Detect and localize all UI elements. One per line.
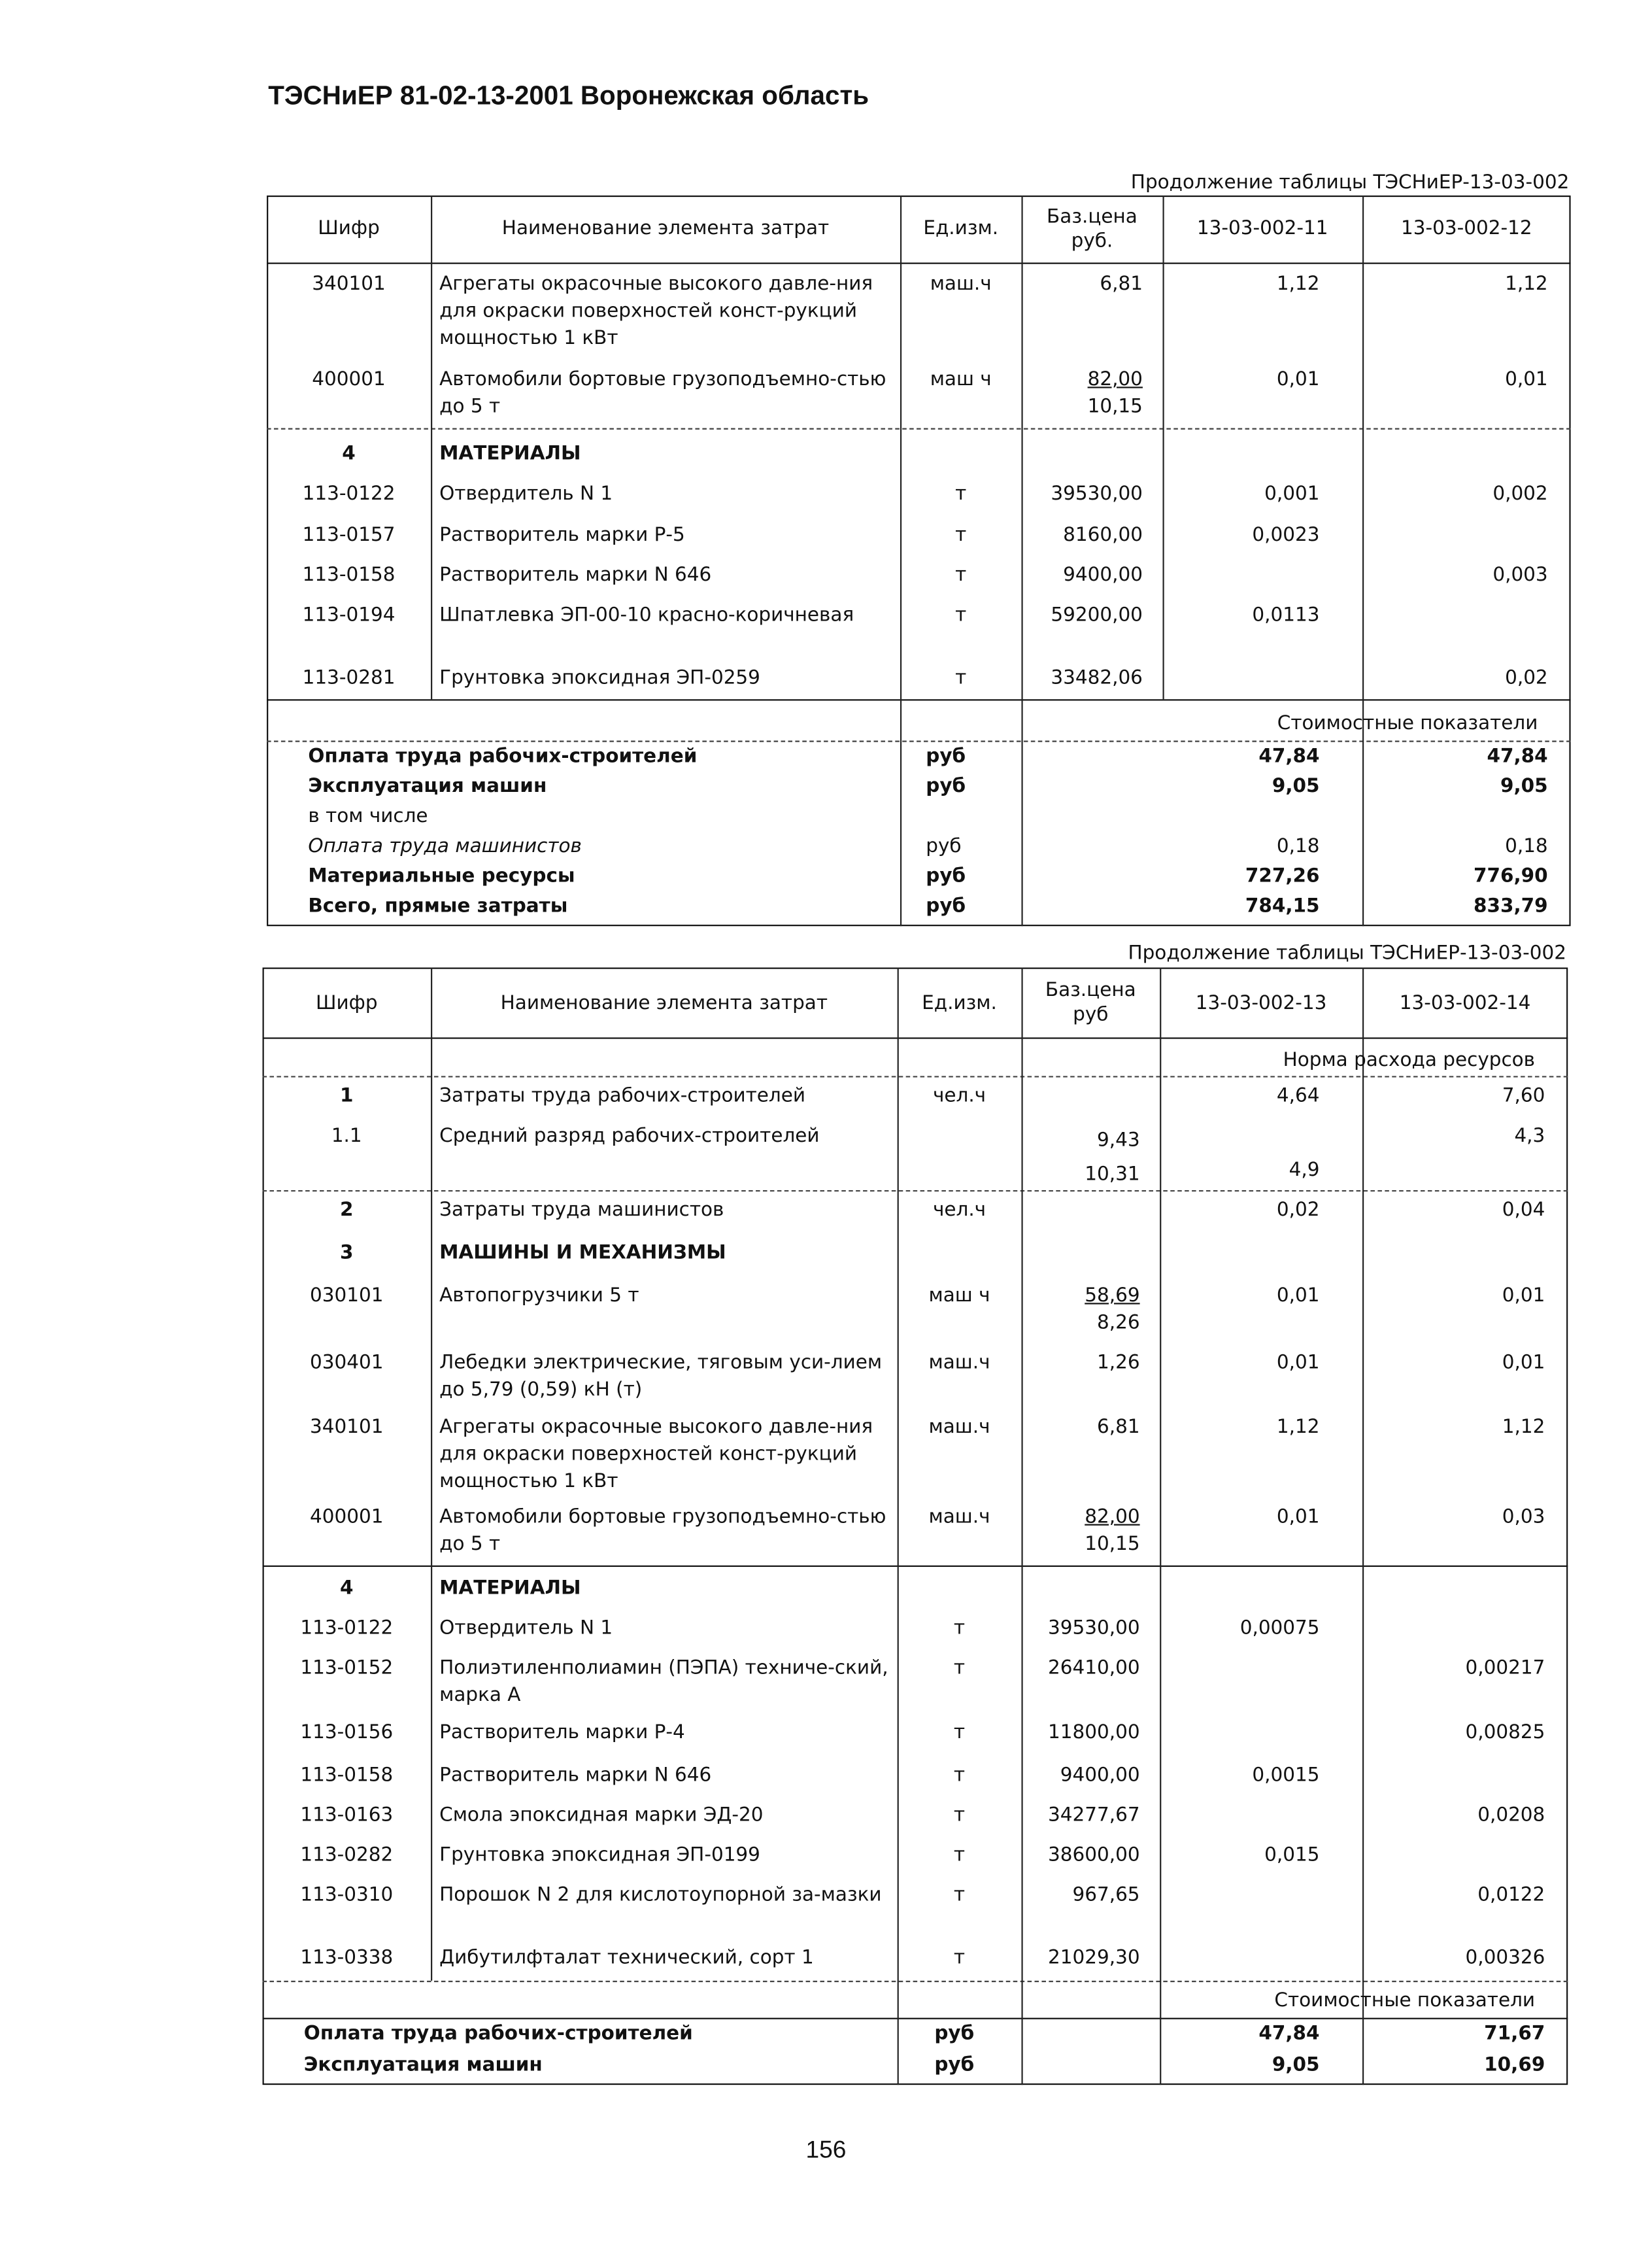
header-col-b: 13-03-002-14 xyxy=(1399,991,1531,1014)
table-row: 113-0338 Дибутилфталат технический, сорт 1 т 21029,30 0,00326 xyxy=(300,1946,1545,1970)
header-price-line2: руб xyxy=(1073,1003,1109,1027)
header-divider xyxy=(267,263,1571,264)
cost-caption: Стоимостные показатели xyxy=(1277,711,1538,735)
section-header: 3 МАШИНЫ И МЕХАНИЗМЫ xyxy=(340,1241,726,1265)
table-row: 113-0152 Полиэтиленполиамин (ПЭПА) техниче-ский, марка А т 26410,00 0,00217 xyxy=(300,1656,1545,1707)
table-header xyxy=(263,968,1568,1039)
table-row: 113-0122 Отвердитель N 1 т 39530,00 0,001 0,002 xyxy=(302,482,1548,505)
table-row: 113-0163 Смола эпоксидная марки ЭД-20 т 34277,67 0,0208 xyxy=(300,1804,1545,1827)
table-row: 113-0122 Отвердитель N 1 т 39530,00 0,00075 xyxy=(300,1617,1320,1640)
header-unit: Ед.изм. xyxy=(923,216,999,240)
cost-row: Оплата труда рабочих-строителей руб 47,84 47,84 xyxy=(308,745,1548,768)
table-row: 030101 Автопогрузчики 5 т маш ч 58,69 8,26 0,01 0,01 xyxy=(310,1284,1545,1335)
section-header: 4 МАТЕРИАЛЫ xyxy=(342,442,581,466)
cost-caption: Стоимостные показатели xyxy=(1274,1989,1536,2012)
header-code: Шифр xyxy=(318,216,380,240)
section-divider xyxy=(267,741,1571,742)
header-name: Наименование элемента затрат xyxy=(500,991,828,1014)
cost-row: Эксплуатация машин руб 9,05 10,69 xyxy=(303,2053,1545,2077)
cost-row: Материальные ресурсы руб 727,26 776,90 xyxy=(308,865,1548,888)
table-row: 113-0310 Порошок N 2 для кислотоупорной за-мазки т 967,65 0,0122 xyxy=(300,1883,1545,1907)
table-row: 2 Затраты труда машинистов чел.ч 0,02 0,04 xyxy=(340,1199,1545,1222)
header-col-a: 13-03-002-11 xyxy=(1196,216,1328,240)
cost-row: Эксплуатация машин руб 9,05 9,05 xyxy=(308,774,1548,798)
table-row: 113-0158 Растворитель марки N 646 т 9400,00 0,0015 xyxy=(300,1764,1320,1787)
cost-row: Всего, прямые затраты руб 784,15 833,79 xyxy=(308,895,1548,918)
cost-row: Оплата труда машинистов руб 0,18 0,18 xyxy=(308,834,1548,858)
table-row: 400001 Автомобили бортовые грузоподъемно-стью до 5 т маш.ч 82,00 10,15 0,01 0,03 xyxy=(310,1505,1545,1556)
cost-row: в том числе xyxy=(308,804,428,828)
cost-row: Оплата труда рабочих-строителей руб 47,84 71,67 xyxy=(303,2022,1545,2046)
table-header xyxy=(267,196,1571,263)
table-row: 113-0158 Растворитель марки N 646 т 9400,00 0,003 xyxy=(302,563,1548,587)
table-row: 113-0156 Растворитель марки Р-4 т 11800,00 0,00825 xyxy=(300,1721,1545,1744)
header-price xyxy=(1021,968,1160,1039)
table-caption: Продолжение таблицы ТЭСНиЕР-13-03-002 xyxy=(1130,171,1570,194)
table-row: 340101 Агрегаты окрасочные высокого давле-ния для окраски поверхностей конст-рукций мощностью 1 кВт маш.ч 6,81 1,12 1,12 xyxy=(310,1415,1545,1493)
section-divider xyxy=(263,1076,1568,1077)
header-price-line1: Баз.цена xyxy=(1047,205,1138,228)
header-unit: Ед.изм. xyxy=(922,991,997,1014)
section-divider xyxy=(263,2018,1568,2019)
header-price-line1: Баз.цена xyxy=(1045,978,1136,1002)
section-divider xyxy=(263,1981,1568,1982)
table-row: 400001 Автомобили бортовые грузоподъемно-стью до 5 т маш ч 82,00 10,15 0,01 0,01 xyxy=(312,368,1548,419)
norm-caption: Норма расхода ресурсов xyxy=(1283,1048,1536,1072)
page-number: 156 xyxy=(805,2136,847,2164)
table-row: 340101 Агрегаты окрасочные высокого давле-ния для окраски поверхностей конст-рукций мощностью 1 кВт маш.ч 6,81 1,12 1,12 xyxy=(312,272,1548,350)
table-row: 030401 Лебедки электрические, тяговым уси-лием до 5,79 (0,59) кН (т) маш.ч 1,26 0,01 0,01 xyxy=(310,1351,1545,1401)
resource-table xyxy=(267,271,1571,702)
table-row: 113-0157 Растворитель марки Р-5 т 8160,00 0,0023 xyxy=(302,523,1320,547)
header-col-a: 13-03-002-13 xyxy=(1195,991,1327,1014)
header-price xyxy=(1021,196,1162,263)
table-row: 113-0281 Грунтовка эпоксидная ЭП-0259 т 33482,06 0,02 xyxy=(302,666,1548,690)
table-row: 1.1 Средний разряд рабочих-строителей 9,43 10,31 4,9 4,3 xyxy=(331,1124,1545,1186)
document-title: ТЭСНиЕР 81-02-13-2001 Воронежская область xyxy=(268,80,869,111)
table-row: 113-0282 Грунтовка эпоксидная ЭП-0199 т 38600,00 0,015 xyxy=(300,1843,1320,1867)
table-caption: Продолжение таблицы ТЭСНиЕР-13-03-002 xyxy=(1128,942,1567,965)
header-code: Шифр xyxy=(315,991,378,1014)
header-col-b: 13-03-002-12 xyxy=(1400,216,1532,240)
section-header: 4 МАТЕРИАЛЫ xyxy=(340,1577,581,1600)
header-name: Наименование элемента затрат xyxy=(501,216,830,240)
resource-table xyxy=(263,1080,1568,1979)
cost-table xyxy=(263,2021,1568,2083)
cost-table xyxy=(267,744,1571,923)
table-row: 113-0194 Шпатлевка ЭП-00-10 красно-коричневая т 59200,00 0,0113 xyxy=(302,604,1320,626)
header-price-line2: руб. xyxy=(1071,229,1113,252)
table-row: 1 Затраты труда рабочих-строителей чел.ч 4,64 7,60 xyxy=(340,1084,1545,1108)
